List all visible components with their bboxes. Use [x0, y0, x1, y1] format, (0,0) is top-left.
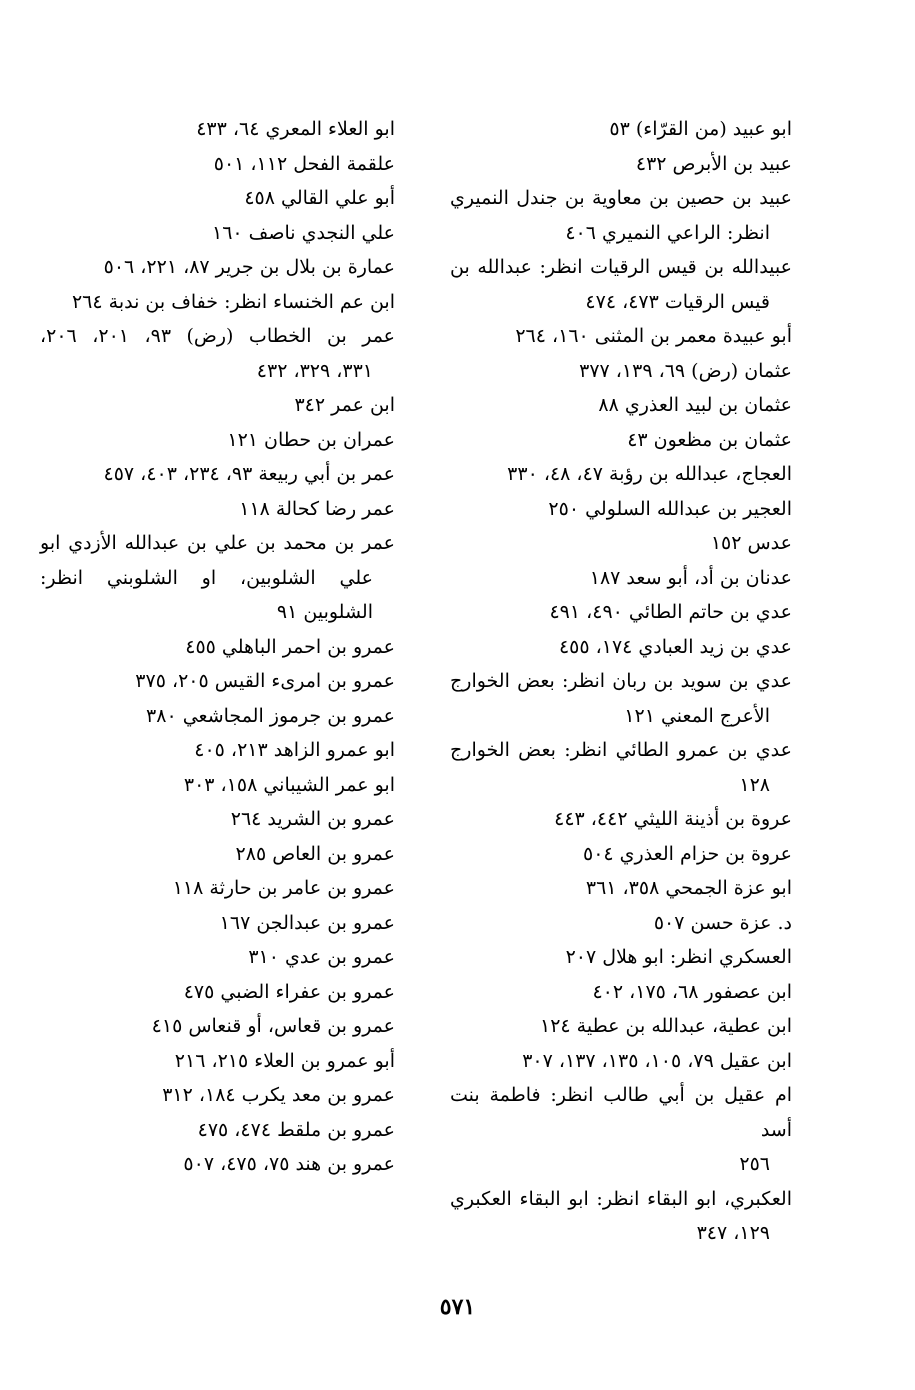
- index-entry: [40, 526, 395, 630]
- index-entry: [450, 906, 792, 941]
- index-entry-line: عمرو بن جرموز المجاشعي ٣٨٠: [146, 704, 395, 727]
- index-entry-line: عمران بن حطان ١٢١: [227, 428, 395, 451]
- index-entry: [450, 837, 792, 872]
- index-entry-line: عبيد بن حصين بن معاوية بن جندل النميري: [450, 187, 792, 209]
- index-entry: [40, 871, 395, 906]
- index-entry-line: ابن عصفور ٦٨، ١٧٥، ٤٠٢: [592, 980, 792, 1003]
- index-entry: [450, 940, 792, 975]
- index-entry: [450, 595, 792, 630]
- index-entry: [40, 492, 395, 527]
- index-entry: [450, 112, 792, 147]
- index-entry: [450, 181, 792, 250]
- index-entry: [40, 1009, 395, 1044]
- index-entry-line: عمرو بن قعاس، أو قنعاس ٤١٥: [151, 1015, 395, 1037]
- page-number: ٥٧١: [439, 1294, 476, 1320]
- right-index-column: [450, 112, 792, 1251]
- index-entry: [450, 733, 792, 802]
- index-entry: [40, 1113, 395, 1148]
- index-entry: [40, 1044, 395, 1079]
- index-entry: [40, 181, 395, 216]
- index-entry: [40, 457, 395, 492]
- index-entry-line: عمر بن الخطاب (رض) ٩٣، ٢٠١، ٢٠٦،: [40, 325, 396, 347]
- index-entry-line: عمرو بن الشريد ٢٦٤: [230, 808, 395, 830]
- index-entry-line: عمرو بن امرىء القيس ٢٠٥، ٣٧٥: [135, 670, 395, 692]
- index-entry-continuation: ١٢٩، ٣٤٧: [696, 1222, 770, 1244]
- index-entry-line: عمرو بن احمر الباهلي ٤٥٥: [185, 635, 395, 658]
- index-entry: [450, 250, 792, 319]
- index-entry-line: عدي بن عمرو الطائي انظر: بعض الخوارج: [450, 739, 792, 761]
- index-entry-line: أبو علي القالي ٤٥٨: [244, 187, 395, 209]
- index-entry: [450, 354, 792, 389]
- index-entry: [40, 802, 395, 837]
- index-entry-line: أبو عبيدة معمر بن المثنى ١٦٠، ٢٦٤: [515, 325, 792, 347]
- index-entry: [40, 319, 395, 388]
- index-entry: [450, 319, 792, 354]
- index-entry-line: ابو عزة الجمحي ٣٥٨، ٣٦١: [585, 877, 792, 899]
- left-index-column: [40, 112, 395, 1182]
- index-entry-continuation: الشلوبين ٩١: [276, 601, 373, 623]
- index-entry-line: د. عزة حسن ٥٠٧: [653, 911, 792, 934]
- index-entry-line: العسكري انظر: ابو هلال ٢٠٧: [565, 946, 792, 968]
- index-entry: [450, 1078, 792, 1182]
- index-entry: [40, 147, 395, 182]
- index-entry-continuation: علي الشلوبين، او الشلوبني انظر:: [40, 566, 373, 589]
- index-entry-line: ام عقيل بن أبي طالب انظر: فاطمة بنت أسد: [450, 1084, 792, 1141]
- index-entry-line: ابو عمرو الزاهد ٢١٣، ٤٠٥: [194, 739, 395, 761]
- index-entry: [450, 975, 792, 1010]
- index-entry-line: عدي بن حاتم الطائي ٤٩٠، ٤٩١: [549, 601, 792, 623]
- index-entry-continuation: ٣٣١، ٣٢٩، ٤٣٢: [256, 359, 373, 382]
- index-entry-line: ابو عمر الشيباني ١٥٨، ٣٠٣: [183, 773, 395, 796]
- index-entry-line: عمرو بن عفراء الضبي ٤٧٥: [183, 980, 395, 1003]
- index-entry-line: العكبري، ابو البقاء انظر: ابو البقاء العكبري: [450, 1187, 792, 1210]
- index-entry-line: عمرو بن العاص ٢٨٥: [235, 842, 395, 865]
- index-entry: [450, 630, 792, 665]
- index-entry: [40, 285, 395, 320]
- index-entry-continuation: ٢٥٦: [739, 1153, 770, 1175]
- index-entry: [40, 699, 395, 734]
- index-entry: [450, 1044, 792, 1079]
- index-entry: [40, 768, 395, 803]
- index-entry: [40, 388, 395, 423]
- index-entry-line: عثمان بن مظعون ٤٣: [627, 428, 792, 451]
- index-entry: [450, 1182, 792, 1251]
- index-entry: [450, 1009, 792, 1044]
- index-entry-line: عروة بن أذينة الليثي ٤٤٢، ٤٤٣: [554, 808, 792, 830]
- index-entry: [40, 250, 395, 285]
- index-entry-line: العجير بن عبدالله السلولي ٢٥٠: [548, 497, 792, 520]
- index-entry-line: عمارة بن بلال بن جرير ٨٧، ٢٢١، ٥٠٦: [103, 256, 395, 278]
- index-entry: [40, 906, 395, 941]
- index-entry-line: ابن عمر ٣٤٢: [294, 394, 395, 416]
- index-entry: [450, 871, 792, 906]
- index-entry: [450, 802, 792, 837]
- index-entry: [40, 733, 395, 768]
- index-entry-line: عدس ١٥٢: [710, 532, 792, 554]
- index-entry-line: عبيد بن الأبرص ٤٣٢: [635, 152, 792, 175]
- index-entry: [450, 664, 792, 733]
- index-entry-line: عمرو بن عامر بن حارثة ١١٨: [172, 877, 395, 899]
- index-entry-line: ابن عم الخنساء انظر: خفاف بن ندبة ٢٦٤: [71, 290, 395, 313]
- index-entry: [40, 1078, 395, 1113]
- index-entry-line: عدي بن سويد بن ربان انظر: بعض الخوارج: [450, 670, 792, 692]
- index-entry: [40, 112, 395, 147]
- index-entry: [450, 388, 792, 423]
- index-entry-line: عمر رضا كحالة ١١٨: [239, 497, 395, 520]
- index-entry: [450, 526, 792, 561]
- index-entry: [40, 837, 395, 872]
- index-entry-line: عثمان (رض) ٦٩، ١٣٩، ٣٧٧: [579, 359, 792, 382]
- index-entry: [40, 630, 395, 665]
- index-entry: [450, 147, 792, 182]
- index-entry-line: العجاج، عبدالله بن رؤبة ٤٧، ٤٨، ٣٣٠: [507, 463, 792, 485]
- index-entry-continuation: ١٢٨: [739, 773, 770, 796]
- index-entry-line: عروة بن حزام العذري ٥٠٤: [582, 842, 792, 865]
- index-entry-line: عدي بن زيد العبادي ١٧٤، ٤٥٥: [558, 635, 792, 658]
- index-entry: [450, 457, 792, 492]
- index-entry-line: ابو عبيد (من القرّاء) ٥٣: [609, 118, 792, 140]
- index-entry-line: عثمان بن لبيد العذري ٨٨: [598, 394, 792, 416]
- index-entry-line: عمرو بن ملقط ٤٧٤، ٤٧٥: [197, 1118, 395, 1141]
- index-entry-line: عدنان بن أد، أبو سعد ١٨٧: [589, 566, 792, 589]
- index-entry-line: عمرو بن عدي ٣١٠: [248, 946, 395, 968]
- index-entry-line: علقمة الفحل ١١٢، ٥٠١: [213, 152, 395, 175]
- index-entry-continuation: قيس الرقيات ٤٧٣، ٤٧٤: [585, 290, 770, 313]
- index-entry: [40, 1147, 395, 1182]
- index-entry: [40, 940, 395, 975]
- index-entry: [450, 492, 792, 527]
- index-entry-line: عمر بن محمد بن علي بن عبدالله الأزدي ابو: [40, 532, 395, 554]
- index-entry: [40, 975, 395, 1010]
- index-entry: [40, 664, 395, 699]
- index-entry-line: ابن عقيل ٧٩، ١٠٥، ١٣٥، ١٣٧، ٣٠٧: [522, 1049, 792, 1072]
- index-entry: [450, 561, 792, 596]
- index-entry: [450, 423, 792, 458]
- index-entry-line: عمرو بن هند ٧٥، ٤٧٥، ٥٠٧: [183, 1153, 395, 1175]
- index-entry-line: عمر بن أبي ربيعة ٩٣، ٢٣٤، ٤٠٣، ٤٥٧: [103, 463, 395, 485]
- index-entry-continuation: انظر: الراعي النميري ٤٠٦: [565, 221, 770, 244]
- index-entry-line: عمرو بن عبدالجن ١٦٧: [219, 911, 395, 934]
- index-entry: [40, 216, 395, 251]
- index-entry-line: عمرو بن معد يكرب ١٨٤، ٣١٢: [162, 1084, 395, 1106]
- index-entry-line: علي النجدي ناصف ١٦٠: [212, 221, 395, 244]
- index-entry-line: أبو عمرو بن العلاء ٢١٥، ٢١٦: [174, 1049, 395, 1072]
- index-entry-line: ابو العلاء المعري ٦٤، ٤٣٣: [196, 118, 395, 140]
- index-entry: [40, 423, 395, 458]
- index-entry-line: ابن عطية، عبدالله بن عطية ١٢٤: [539, 1015, 792, 1037]
- index-entry-line: عبيدالله بن قيس الرقيات انظر: عبدالله بن: [450, 256, 792, 278]
- index-entry-continuation: الأعرج المعني ١٢١: [624, 704, 770, 727]
